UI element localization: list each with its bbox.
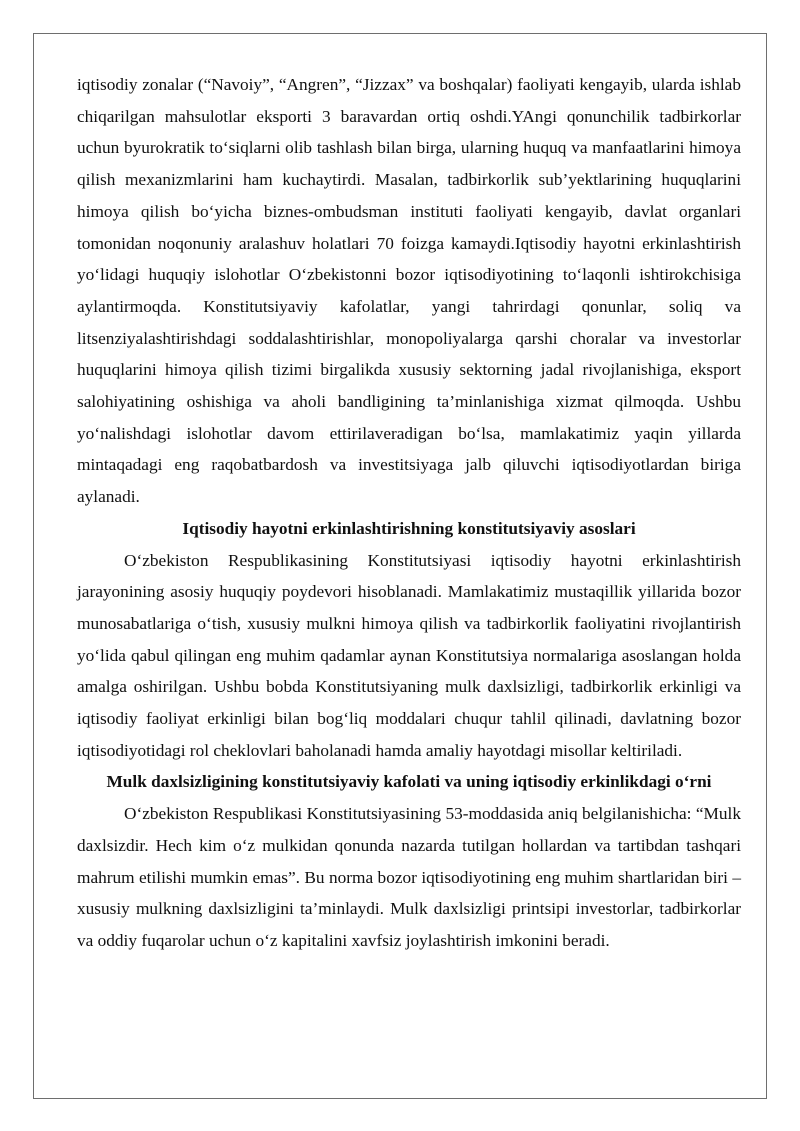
paragraph-continuation: iqtisodiy zonalar (“Navoiy”, “Angren”, “Jizzax” va boshqalar) faoliyati kengayib, ularda ishlab chiqarilgan mahsulotlar eksporti 3 baravardan ortiq oshdi.YAngi qonunchilik tadbirkorlar uchun byurokratik to‘siqlarni olib tashlash bilan birga, ularning huquq va manfaatlarini himoya qilish mexanizmlarini ham kuchaytirdi. Masalan, tadbirkorlik sub’yektlarining huquqlarini himoya qilish bo‘yicha biznes-ombudsman instituti faoliyati kengayib, davlat organlari tomonidan noqonuniy aralashuv holatlari 70 foizga kamaydi.Iqtisodiy hayotni erkinlashtirish yo‘lidagi huquqiy islohotlar O‘zbekistonni bozor iqtisodiyotining to‘laqonli ishtirokchisiga aylantirmoqda. Konstitutsiyaviy kafolatlar, yangi tahrirdagi qonunlar, soliq va litsenziyalashtirishdagi soddalashtirishlar, monopoliyalarga qarshi choralar va investorlar huquqlarini himoya qilish tizimi birgalikda xususiy sektorning jadal rivojlanishiga, eksport salohiyatining oshishiga va aholi bandligining ta’minlanishiga xizmat qilmoqda. Ushbu yo‘nalishdagi islohotlar davom ettirilaveradigan bo‘lsa, mamlakatimiz yaqin yillarda mintaqadagi eng raqobatbardosh va investitsiyaga jalb qiluvchi iqtisodiyotlardan biriga aylanadi. <box>77 75 741 507</box>
subsection-heading: Mulk daxlsizligining konstitutsiyaviy kafolati va uning iqtisodiy erkinlikdagi o‘rni <box>106 772 712 792</box>
document-body <box>77 69 741 957</box>
section-heading: Iqtisodiy hayotni erkinlashtirishning konstitutsiyaviy asoslari <box>182 518 636 538</box>
paragraph-constitution-basis: O‘zbekiston Respublikasining Konstitutsiyasi iqtisodiy hayotni erkinlashtirish jarayonining asosiy huquqiy poydevori hisoblanadi. Mamlakatimiz mustaqillik yillarida bozor munosabatlariga o‘tish, xususiy mulkni himoya qilish va tadbirkorlik faoliyatini rivojlantirish yo‘lida qabul qilingan eng muhim qadamlar aynan Konstitutsiya normalariga asoslangan holda amalga oshirilgan. Ushbu bobda Konstitutsiyaning mulk daxlsizligi, tadbirkorlik erkinligi va iqtisodiy faoliyat erkinligi bilan bog‘liq moddalari chuqur tahlil qilinadi, davlatning bozor iqtisodiyotidagi rol cheklovlari baholanadi hamda amaliy hayotdagi misollar keltiriladi. <box>77 550 741 760</box>
paragraph-property-inviolability: O‘zbekiston Respublikasi Konstitutsiyasining 53-moddasida aniq belgilanishicha: “Mulk daxlsizdir. Hech kim o‘z mulkidan qonunda nazarda tutilgan hollardan va tartibdan tashqari mahrum etilishi mumkin emas”. Bu norma bozor iqtisodiyotining eng muhim shartlaridan biri – xususiy mulkning daxlsizligini ta’minlaydi. Mulk daxlsizligi printsipi investorlar, tadbirkorlar va oddiy fuqarolar uchun o‘z kapitalini xavfsiz joylashtirish imkonini beradi. <box>77 804 741 950</box>
